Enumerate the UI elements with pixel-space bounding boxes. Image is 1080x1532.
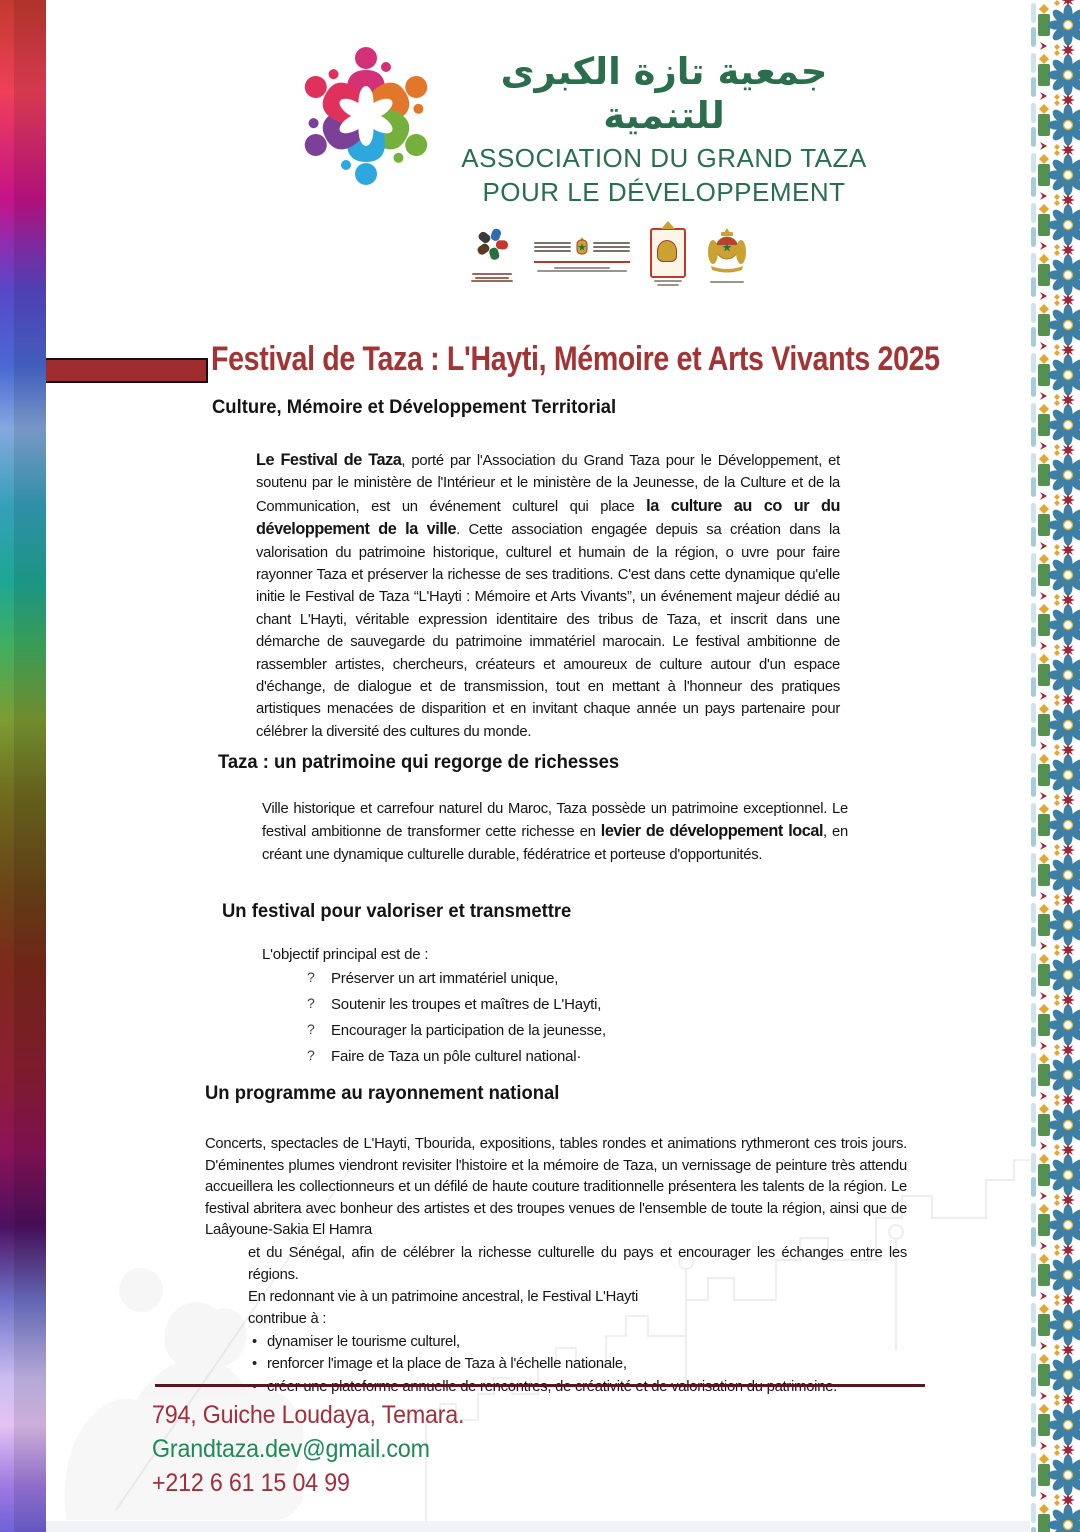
- footer-phone: +212 6 61 15 04 99: [152, 1469, 350, 1497]
- partner-logos-row: [470, 222, 760, 286]
- indented-line: En redonnant vie à un patrimoine ancestral, le Festival L'Hayti: [248, 1288, 639, 1305]
- page-subtitle: Culture, Mémoire et Développement Territorial: [212, 397, 617, 418]
- section-heading-programme: Un programme au rayonnement national: [205, 1083, 560, 1104]
- list-item: ? Soutenir les troupes et maîtres de L'Hayti,: [262, 992, 862, 1018]
- objectives-list: [262, 944, 862, 1070]
- objectives-intro: L'objectif principal est de :: [262, 946, 429, 963]
- title-accent-bar: [46, 358, 208, 383]
- intro-paragraph: Le Festival de Taza, porté par l'Association du Grand Taza pour le Développement, et soutenu par le ministère de l'Intérieur et le ministère de la Jeunesse, de la Culture et de la Communication, est un événement culturel qui place la culture au co ur du développement de la ville. Cette association engagée depuis sa création dans la valorisation du patrimoine historique, culturel et humain de la région, o uvre pour faire rayonner Taza et préserver la richesse de ses traditions. C'est dans cette dynamique qu'elle initie le Festival de Taza “L'Hayti : Mémoire et Arts Vivants”, un événement majeur dédié au chant L'Hayti, véritable expression identitaire des tribus de Taza, et inscrit dans une démarche de sauvegarde du patrimoine immatériel marocain. Le festival ambitionne de rassembler artistes, chercheurs, créateurs et amoureux de culture autour d'un espace d'échange, de dialogue et de transmission, tout en mettant à l'honneur des pratiques artistiques menacées de disparition et en invitant chaque année un pays partenaire pour célébrer la diversité des cultures du monde.: [256, 451, 841, 740]
- indented-line: et du Sénégal, afin de célébrer la richesse culturelle du pays et encourager les échanges entre les régions.: [248, 1244, 907, 1283]
- section-heading-valoriser: Un festival pour valoriser et transmettre: [222, 901, 572, 922]
- ministere-royaume-maroc-logo: [534, 236, 630, 272]
- org-name-line2: POUR LE DÉVELOPPEMENT: [482, 176, 846, 207]
- org-name-arabic: جمعية تازة الكبرى للتنمية: [500, 50, 828, 138]
- question-mark-bullet-icon: ?: [307, 1021, 315, 1037]
- org-name-block: [446, 50, 882, 207]
- contact-block: [152, 1398, 488, 1500]
- programme-paragraph: Concerts, spectacles de L'Hayti, Tbourida, expositions, tables rondes et animations rythmeront ces trois jours. D'éminentes plumes viendront revisiter l'histoire et la mémoire de Taza, un vernissage de peinture très attendu accueillera les collectionneurs et un défilé de haute couture traditionnelle présentera les talents de la région. Le festival abritera avec bonheur des artistes et des troupes venues de l'ensemble de toute la région, ainsi que de Laâyoune-Sakia El Hamra: [205, 1136, 907, 1238]
- section-heading-patrimoine: Taza : un patrimoine qui regorge de richesses: [218, 752, 620, 773]
- question-mark-bullet-icon: ?: [307, 1047, 315, 1063]
- patrimoine-paragraph: Ville historique et carrefour naturel du Maroc, Taza possède un patrimoine exceptionnel. Le festival ambitionne de transformer cette richesse en levier de développement local, en créant une dynamique culturelle durable, fédératrice et porteuse d'opportunités.: [262, 801, 848, 863]
- footer-email: Grandtaza.dev@gmail.com: [152, 1435, 430, 1463]
- org-name-line1: ASSOCIATION DU GRAND TAZA: [461, 142, 867, 173]
- list-item: ? Préserver un art immatériel unique,: [262, 966, 862, 992]
- indented-line: contribue à :: [248, 1310, 327, 1327]
- footer-address: 794, Guiche Loudaya, Temara.: [152, 1401, 465, 1429]
- bottom-edge-strip: [0, 1521, 1080, 1532]
- list-item: • dynamiser le tourisme culturel,: [252, 1331, 907, 1354]
- question-mark-bullet-icon: ?: [307, 969, 315, 985]
- programme-indented-block: [248, 1242, 907, 1330]
- programme-section: [205, 1134, 907, 1398]
- mosaic-border: [1030, 0, 1080, 1532]
- chambre-artisanat-region-logo: [470, 226, 514, 282]
- list-item: ? Faire de Taza un pôle culturel national·: [262, 1044, 862, 1070]
- page-title: Festival de Taza : L'Hayti, Mémoire et Arts Vivants 2025: [211, 340, 940, 378]
- footer-divider: [155, 1384, 925, 1387]
- commune-taza-emblem: [650, 222, 686, 286]
- dot-bullet-icon: •: [252, 1356, 257, 1372]
- left-gradient-strip: [0, 0, 46, 1532]
- royaume-maroc-coat-of-arms: [706, 226, 748, 283]
- dot-bullet-icon: •: [252, 1333, 257, 1350]
- question-mark-bullet-icon: ?: [307, 995, 315, 1011]
- people-circle-logo: [286, 34, 446, 196]
- programme-bullets: [252, 1331, 907, 1399]
- list-item: ? Encourager la participation de la jeunesse,: [262, 1018, 862, 1044]
- list-item: • renforcer l'image et la place de Taza à l'échelle nationale,: [252, 1353, 907, 1376]
